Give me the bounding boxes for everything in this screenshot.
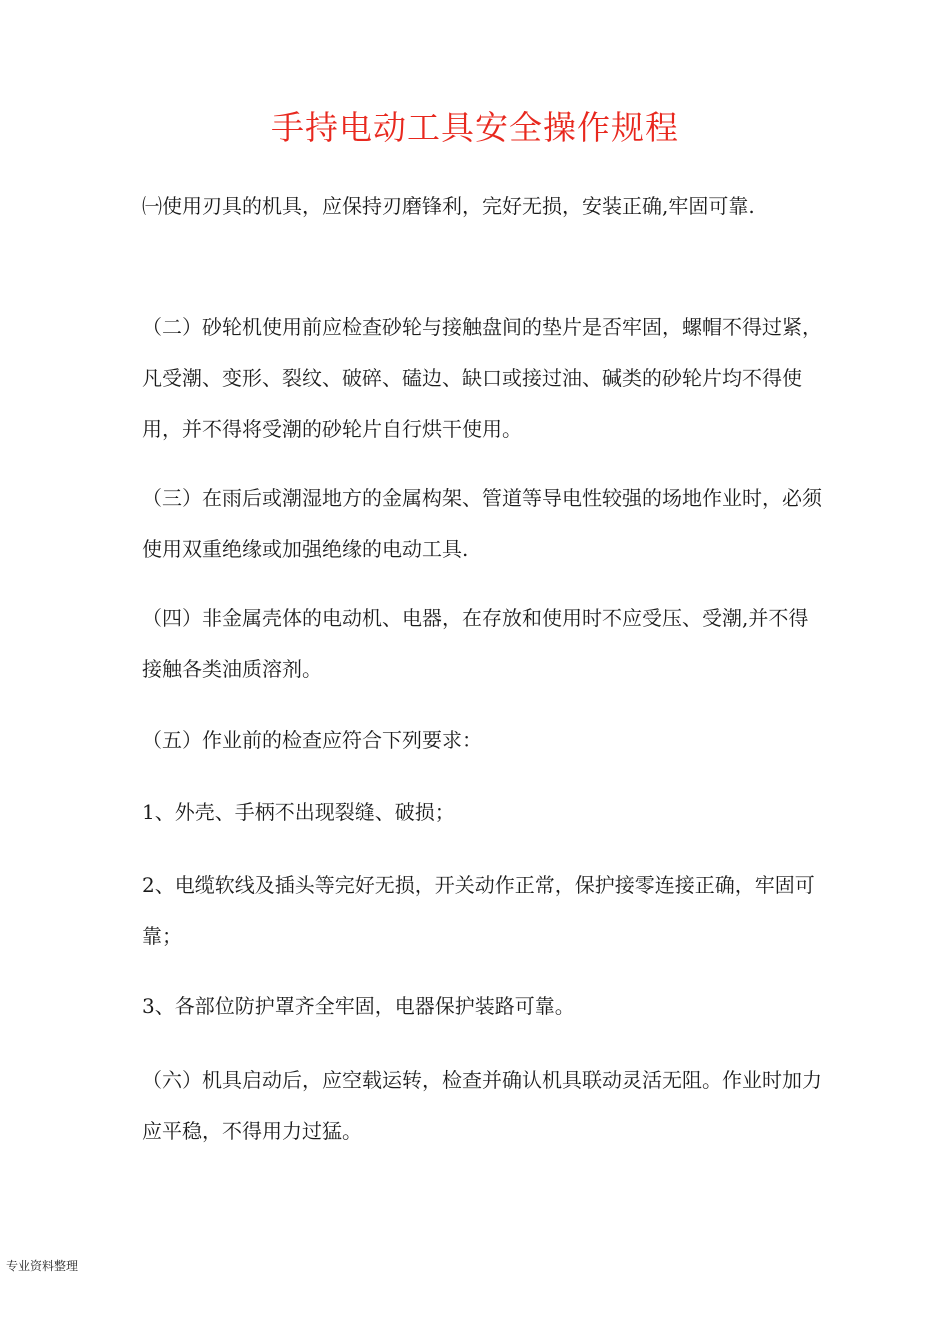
paragraph-6: （六）机具启动后，应空载运转，检查并确认机具联动灵活无阻。作业时加力应平稳，不得用力过猛。 xyxy=(142,1068,822,1143)
page-title: 手持电动工具安全操作规程 xyxy=(271,108,679,147)
paragraph-2: （二）砂轮机使用前应检查砂轮与接触盘间的垫片是否牢固，螺帽不得过紧，凡受潮、变形、裂纹、破碎、磕边、缺口或接过油、碱类的砂轮片均不得使用，并不得将受潮的砂轮片自行烘干使用。 xyxy=(142,315,822,441)
paragraph-1: ㈠使用刃具的机具，应保持刃磨锋利，完好无损，安装正确,牢固可靠. xyxy=(142,194,755,218)
paragraph-4: （四）非金属壳体的电动机、电器，在存放和使用时不应受压、受潮,并不得接触各类油质溶剂。 xyxy=(142,606,809,681)
list-item-1: 1、外壳、手柄不出现裂缝、破损； xyxy=(142,800,455,824)
paragraph-3: （三）在雨后或潮湿地方的金属构架、管道等导电性较强的场地作业时，必须使用双重绝缘或加强绝缘的电动工具. xyxy=(142,486,822,561)
list-item-3: 3、各部位防护罩齐全牢固，电器保护装路可靠。 xyxy=(142,994,575,1018)
list-item-2: 2、电缆软线及插头等完好无损，开关动作正常，保护接零连接正确，牢固可靠； xyxy=(142,873,815,948)
footer-note: 专业资料整理 xyxy=(6,1259,79,1273)
paragraph-5: （五）作业前的检查应符合下列要求： xyxy=(142,728,482,752)
